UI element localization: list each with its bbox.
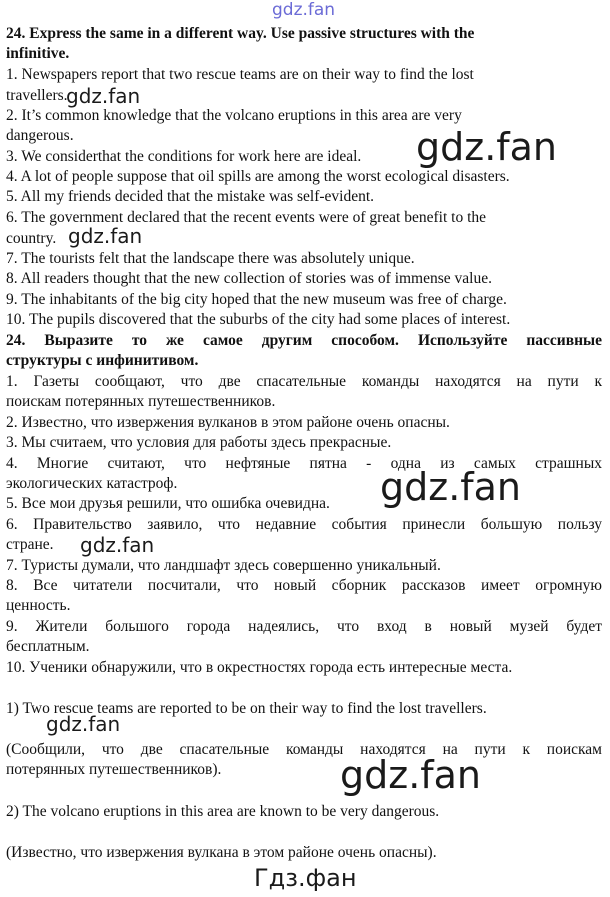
- russian-line: 3. Мы считаем, что условия для работы здесь прекрасные.: [6, 434, 392, 451]
- english-line: country.: [6, 230, 57, 247]
- watermark-bottom: Гдз.фан: [254, 864, 357, 892]
- answer-1-translation-line-1: (Сообщили, что две спасательные команды находятся на пути к поискам: [6, 741, 602, 758]
- russian-heading-line-1: 24. Выразите то же самое другим способом. Используйте пассивные: [6, 332, 602, 349]
- russian-line: 5. Все мои друзья решили, что ошибка очевидна.: [6, 495, 330, 512]
- watermark-top: gdz.fan: [272, 0, 336, 20]
- watermark: gdz.fan: [80, 533, 155, 557]
- watermark: gdz.fan: [416, 125, 558, 169]
- english-line: 4. A lot of people suppose that oil spills are among the worst ecological disasters.: [6, 168, 510, 185]
- answer-2: 2) The volcano eruptions in this area are known to be very dangerous.: [6, 803, 440, 820]
- english-line: 7. The tourists felt that the landscape there was absolutely unique.: [6, 250, 415, 267]
- english-line: travellers.: [6, 87, 68, 104]
- russian-line: ценность.: [6, 597, 71, 614]
- russian-line: 7. Туристы думали, что ландшафт здесь совершенно уникальный.: [6, 557, 441, 574]
- russian-line: бесплатным.: [6, 638, 90, 655]
- english-line: 10. The pupils discovered that the suburbs of the city had some places of interest.: [6, 311, 511, 328]
- russian-line: стране.: [6, 536, 54, 553]
- russian-line: 1. Газеты сообщают, что две спасательные команды находятся на пути к: [6, 373, 602, 390]
- english-heading-line-2: infinitive.: [6, 45, 70, 62]
- watermark: gdz.fan: [68, 224, 143, 248]
- english-line: 6. The government declared that the recent events were of great benefit to the: [6, 209, 487, 226]
- watermark: gdz.fan: [46, 712, 121, 736]
- russian-line: 2. Известно, что извержения вулканов в этом районе очень опасны.: [6, 414, 450, 431]
- english-line: 5. All my friends decided that the mistake was self-evident.: [6, 188, 375, 205]
- russian-line: 8. Все читатели посчитали, что новый сборник рассказов имеет огромную: [6, 577, 602, 594]
- watermark: gdz.fan: [66, 84, 141, 108]
- english-line: 1. Newspapers report that two rescue teams are on their way to find the lost: [6, 66, 474, 83]
- answer-1: 1) Two rescue teams are reported to be on their way to find the lost travellers.: [6, 700, 487, 717]
- english-line: 3. We considerthat the conditions for work here are ideal.: [6, 148, 362, 165]
- english-line: 2. It’s common knowledge that the volcano eruptions in this area are very: [6, 107, 462, 124]
- english-heading-line-1: 24. Express the same in a different way. Use passive structures with the: [6, 25, 475, 42]
- russian-line: 10. Ученики обнаружили, что в окрестностях города есть интересные места.: [6, 659, 513, 676]
- english-line: dangerous.: [6, 127, 74, 144]
- russian-line: поискам потерянных путешественников.: [6, 393, 276, 410]
- english-line: 8. All readers thought that the new collection of stories was of immense value.: [6, 270, 492, 287]
- russian-line: 6. Правительство заявило, что недавние события принесли большую пользу: [6, 516, 602, 533]
- russian-line: 4. Многие считают, что нефтяные пятна - одна из самых страшных: [6, 455, 602, 472]
- russian-line: экологических катастроф.: [6, 475, 178, 492]
- english-line: 9. The inhabitants of the big city hoped that the new museum was free of charge.: [6, 291, 507, 308]
- russian-line: 9. Жители большого города надеялись, что вход в новый музей будет: [6, 618, 602, 635]
- russian-heading-line-2: структуры с инфинитивом.: [6, 352, 199, 369]
- answer-1-translation-line-2: потерянных путешественников).: [6, 761, 222, 778]
- watermark: gdz.fan: [340, 753, 482, 797]
- watermark: gdz.fan: [380, 465, 522, 509]
- answer-2-translation: (Известно, что извержения вулкана в этом районе очень опасны).: [6, 844, 437, 861]
